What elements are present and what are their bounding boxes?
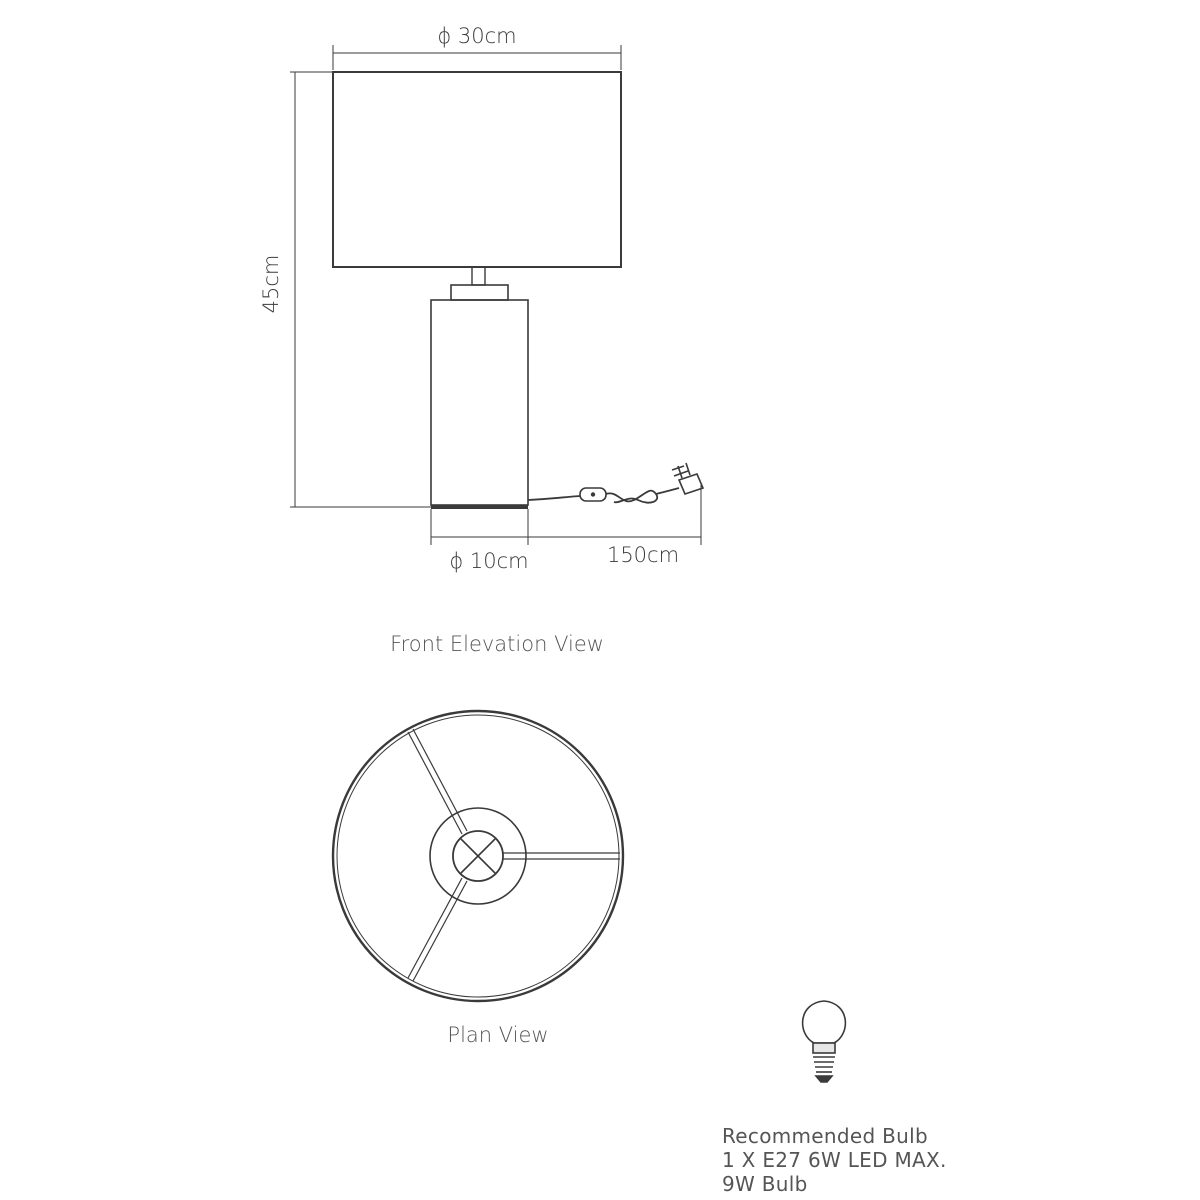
front-elevation bbox=[290, 45, 703, 545]
base-diameter-label: ϕ 10cm bbox=[449, 549, 529, 573]
lamp-collar bbox=[451, 285, 508, 300]
height-label: 45cm bbox=[259, 254, 283, 314]
power-cable bbox=[528, 488, 679, 503]
lightbulb-icon bbox=[803, 1001, 846, 1082]
lamp-base bbox=[431, 300, 528, 505]
lamp-shade bbox=[333, 72, 621, 267]
height-dimension bbox=[290, 72, 431, 507]
recommended-bulb-note bbox=[722, 1124, 947, 1196]
front-view-caption: Front Elevation View bbox=[390, 632, 604, 656]
plan-view bbox=[333, 711, 623, 1001]
base-dimension bbox=[431, 509, 528, 545]
shade-dimension bbox=[333, 45, 621, 70]
bulb-note-line: Recommended Bulb bbox=[722, 1124, 928, 1148]
lamp-stem bbox=[472, 267, 485, 285]
plan-view-caption: Plan View bbox=[447, 1023, 549, 1047]
bulb-note-line: 1 X E27 6W LED MAX. bbox=[722, 1148, 947, 1172]
cable-length-label: 150cm bbox=[606, 543, 680, 567]
bulb-note-line: 9W Bulb bbox=[722, 1172, 808, 1196]
shade-diameter-label: ϕ 30cm bbox=[437, 24, 517, 48]
